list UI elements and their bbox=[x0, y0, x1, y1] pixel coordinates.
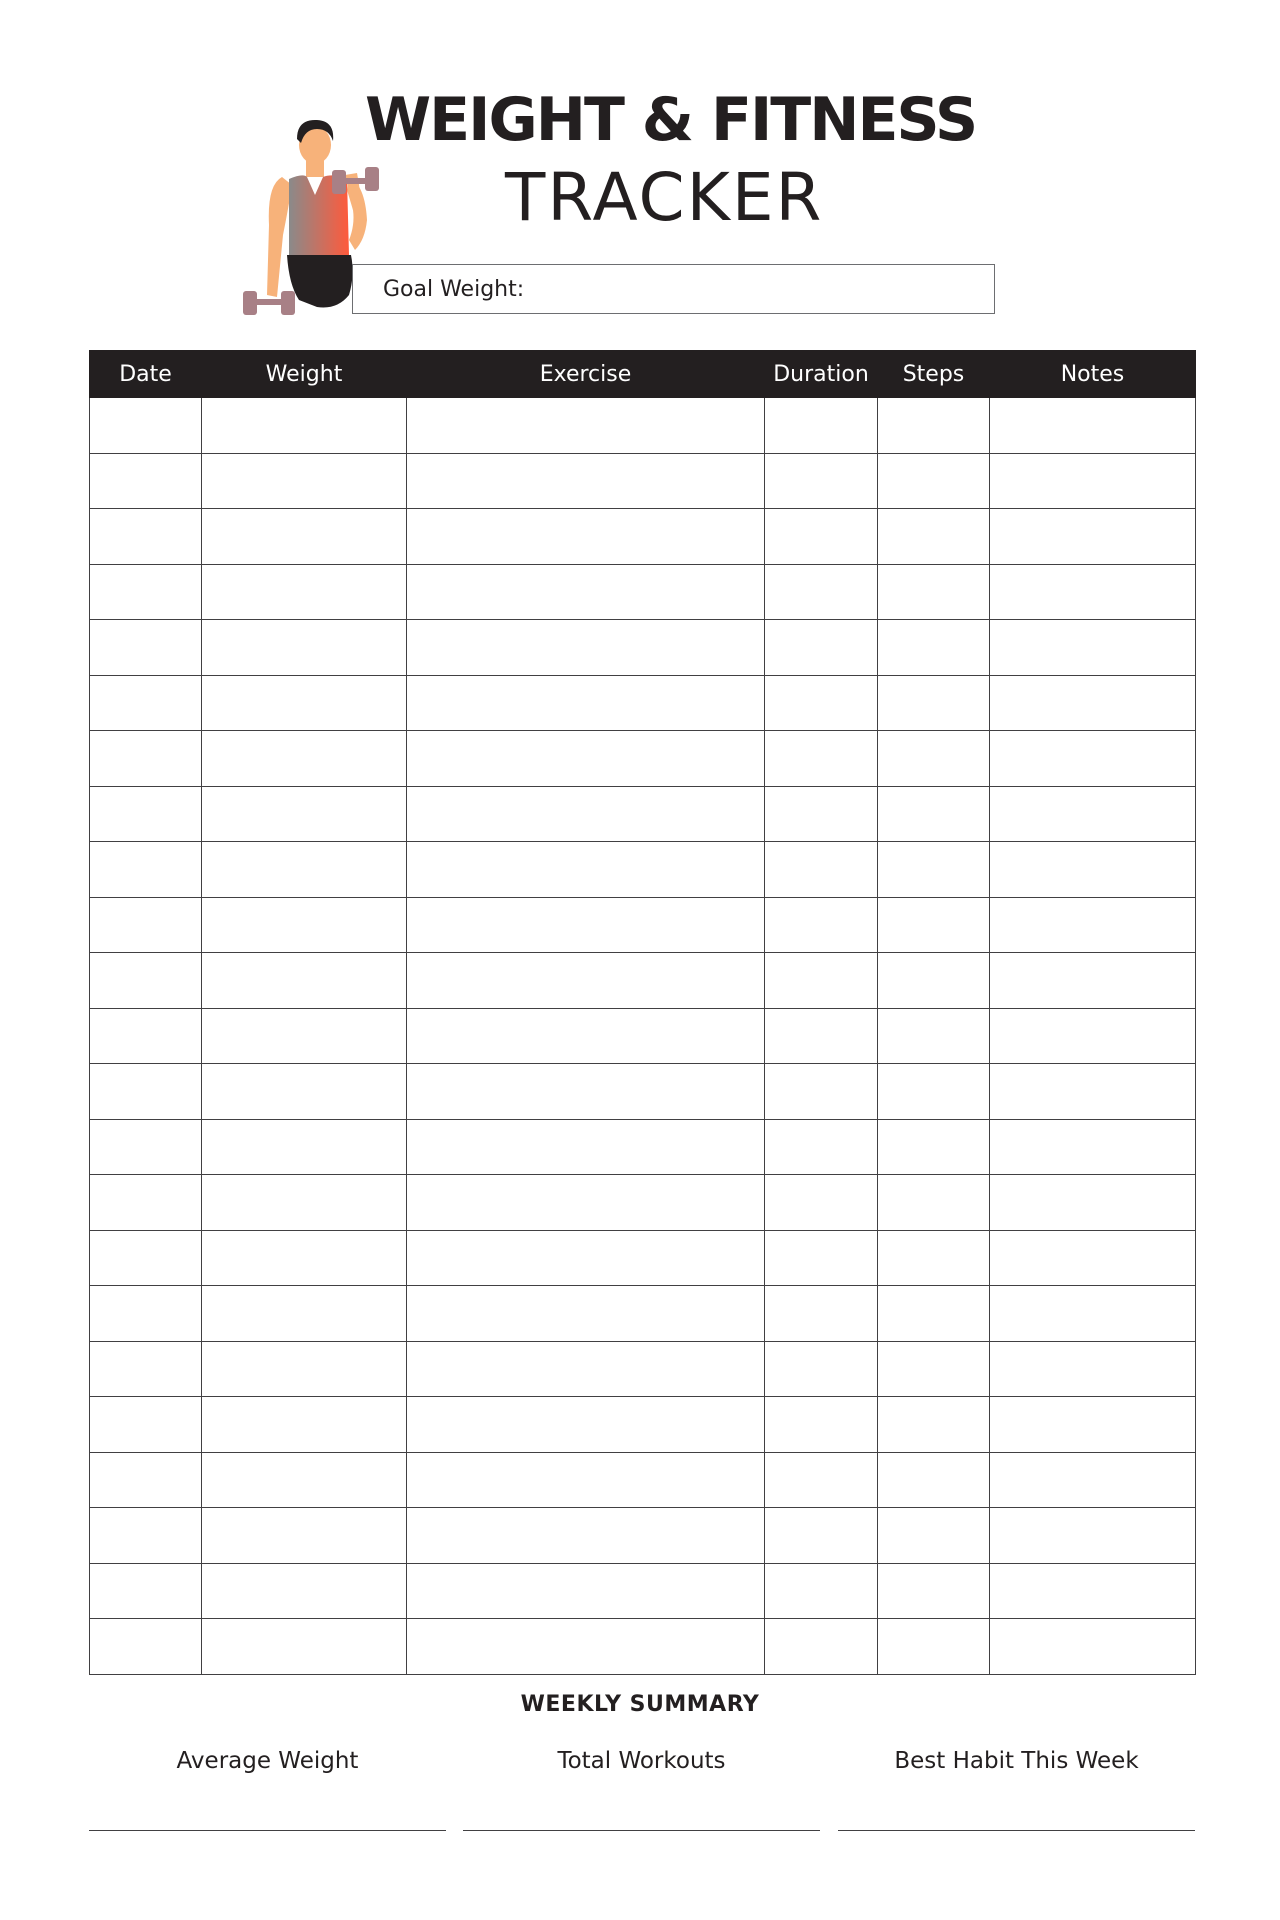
page-subtitle: TRACKER bbox=[505, 159, 824, 236]
table-cell-duration[interactable] bbox=[765, 731, 878, 787]
table-cell-steps[interactable] bbox=[878, 842, 990, 898]
table-cell-exercise[interactable] bbox=[407, 1452, 765, 1508]
table-cell-exercise[interactable] bbox=[407, 842, 765, 898]
table-cell-steps[interactable] bbox=[878, 731, 990, 787]
table-cell-exercise[interactable] bbox=[407, 1286, 765, 1342]
table-cell-notes[interactable] bbox=[990, 620, 1196, 676]
table-cell-steps[interactable] bbox=[878, 1619, 990, 1675]
table-row bbox=[90, 620, 1196, 676]
table-cell-duration[interactable] bbox=[765, 842, 878, 898]
table-cell-exercise[interactable] bbox=[407, 1341, 765, 1397]
summary-field-label: Best Habit This Week bbox=[894, 1748, 1139, 1774]
table-cell-notes[interactable] bbox=[990, 1397, 1196, 1453]
table-cell-notes[interactable] bbox=[990, 453, 1196, 509]
table-cell-notes[interactable] bbox=[990, 842, 1196, 898]
table-cell-duration[interactable] bbox=[765, 953, 878, 1009]
table-row bbox=[90, 731, 1196, 787]
table-row bbox=[90, 398, 1196, 454]
fitness-log-table bbox=[89, 350, 1196, 1675]
table-cell-weight[interactable] bbox=[202, 1064, 407, 1120]
column-header-date: Date bbox=[90, 351, 202, 398]
table-cell-weight[interactable] bbox=[202, 897, 407, 953]
table-cell-weight[interactable] bbox=[202, 1341, 407, 1397]
table-cell-steps[interactable] bbox=[878, 786, 990, 842]
table-cell-duration[interactable] bbox=[765, 1008, 878, 1064]
column-header-weight: Weight bbox=[202, 351, 407, 398]
table-cell-weight[interactable] bbox=[202, 675, 407, 731]
table-cell-date[interactable] bbox=[90, 1286, 202, 1342]
table-cell-notes[interactable] bbox=[990, 1064, 1196, 1120]
table-cell-duration[interactable] bbox=[765, 453, 878, 509]
table-cell-date[interactable] bbox=[90, 398, 202, 454]
table-row bbox=[90, 1064, 1196, 1120]
table-cell-duration[interactable] bbox=[765, 1452, 878, 1508]
table-cell-steps[interactable] bbox=[878, 398, 990, 454]
column-header-duration: Duration bbox=[765, 351, 878, 398]
table-cell-weight[interactable] bbox=[202, 1119, 407, 1175]
table-cell-duration[interactable] bbox=[765, 675, 878, 731]
table-row bbox=[90, 897, 1196, 953]
table-cell-duration[interactable] bbox=[765, 1230, 878, 1286]
table-cell-exercise[interactable] bbox=[407, 1508, 765, 1564]
table-cell-exercise[interactable] bbox=[407, 398, 765, 454]
table-cell-date[interactable] bbox=[90, 453, 202, 509]
table-cell-steps[interactable] bbox=[878, 509, 990, 565]
table-cell-date[interactable] bbox=[90, 1452, 202, 1508]
table-cell-date[interactable] bbox=[90, 1563, 202, 1619]
table-header-row bbox=[90, 351, 1196, 398]
table-cell-exercise[interactable] bbox=[407, 564, 765, 620]
table-cell-date[interactable] bbox=[90, 564, 202, 620]
table-cell-steps[interactable] bbox=[878, 564, 990, 620]
table-cell-steps[interactable] bbox=[878, 1175, 990, 1231]
table-cell-exercise[interactable] bbox=[407, 675, 765, 731]
table-cell-notes[interactable] bbox=[990, 564, 1196, 620]
table-cell-exercise[interactable] bbox=[407, 1619, 765, 1675]
table-cell-steps[interactable] bbox=[878, 1397, 990, 1453]
table-cell-date[interactable] bbox=[90, 1341, 202, 1397]
column-header-steps: Steps bbox=[878, 351, 990, 398]
table-cell-notes[interactable] bbox=[990, 786, 1196, 842]
table-cell-notes[interactable] bbox=[990, 1008, 1196, 1064]
table-cell-steps[interactable] bbox=[878, 1008, 990, 1064]
table-cell-duration[interactable] bbox=[765, 1619, 878, 1675]
table-cell-exercise[interactable] bbox=[407, 786, 765, 842]
table-row bbox=[90, 453, 1196, 509]
table-cell-notes[interactable] bbox=[990, 1175, 1196, 1231]
table-cell-exercise[interactable] bbox=[407, 453, 765, 509]
table-cell-weight[interactable] bbox=[202, 786, 407, 842]
summary-input-line bbox=[838, 1830, 1195, 1831]
table-cell-steps[interactable] bbox=[878, 1452, 990, 1508]
table-row bbox=[90, 1397, 1196, 1453]
table-cell-exercise[interactable] bbox=[407, 731, 765, 787]
summary-input-line bbox=[89, 1830, 446, 1831]
table-cell-weight[interactable] bbox=[202, 1508, 407, 1564]
table-cell-exercise[interactable] bbox=[407, 1230, 765, 1286]
table-cell-duration[interactable] bbox=[765, 509, 878, 565]
table-row bbox=[90, 953, 1196, 1009]
table-cell-exercise[interactable] bbox=[407, 1008, 765, 1064]
table-cell-exercise[interactable] bbox=[407, 953, 765, 1009]
column-header-notes: Notes bbox=[990, 351, 1196, 398]
summary-field-label: Total Workouts bbox=[557, 1748, 726, 1774]
goal-weight-label: Goal Weight: bbox=[383, 277, 525, 302]
table-cell-steps[interactable] bbox=[878, 1341, 990, 1397]
table-cell-steps[interactable] bbox=[878, 620, 990, 676]
table-cell-date[interactable] bbox=[90, 509, 202, 565]
table-cell-notes[interactable] bbox=[990, 675, 1196, 731]
table-cell-weight[interactable] bbox=[202, 1286, 407, 1342]
table-cell-date[interactable] bbox=[90, 1175, 202, 1231]
table-row bbox=[90, 564, 1196, 620]
table-row bbox=[90, 1563, 1196, 1619]
table-cell-weight[interactable] bbox=[202, 1563, 407, 1619]
table-cell-duration[interactable] bbox=[765, 1175, 878, 1231]
table-cell-date[interactable] bbox=[90, 1508, 202, 1564]
table-cell-weight[interactable] bbox=[202, 1175, 407, 1231]
summary-total-workouts[interactable] bbox=[463, 1748, 820, 1774]
summary-best-habit[interactable] bbox=[838, 1748, 1195, 1774]
table-cell-steps[interactable] bbox=[878, 453, 990, 509]
table-cell-steps[interactable] bbox=[878, 1119, 990, 1175]
table-row bbox=[90, 1452, 1196, 1508]
table-cell-date[interactable] bbox=[90, 842, 202, 898]
table-cell-exercise[interactable] bbox=[407, 509, 765, 565]
table-row bbox=[90, 1008, 1196, 1064]
table-cell-notes[interactable] bbox=[990, 398, 1196, 454]
table-cell-steps[interactable] bbox=[878, 897, 990, 953]
table-cell-weight[interactable] bbox=[202, 731, 407, 787]
table-cell-weight[interactable] bbox=[202, 1397, 407, 1453]
table-cell-date[interactable] bbox=[90, 953, 202, 1009]
table-cell-notes[interactable] bbox=[990, 1452, 1196, 1508]
table-cell-date[interactable] bbox=[90, 731, 202, 787]
table-cell-duration[interactable] bbox=[765, 1397, 878, 1453]
table-cell-weight[interactable] bbox=[202, 1230, 407, 1286]
table-cell-notes[interactable] bbox=[990, 1563, 1196, 1619]
table-cell-steps[interactable] bbox=[878, 1508, 990, 1564]
table-cell-duration[interactable] bbox=[765, 1064, 878, 1120]
table-cell-notes[interactable] bbox=[990, 1230, 1196, 1286]
table-row bbox=[90, 1619, 1196, 1675]
table-cell-date[interactable] bbox=[90, 1119, 202, 1175]
table-cell-notes[interactable] bbox=[990, 731, 1196, 787]
table-cell-notes[interactable] bbox=[990, 1508, 1196, 1564]
table-cell-weight[interactable] bbox=[202, 842, 407, 898]
table-row bbox=[90, 1175, 1196, 1231]
table-row bbox=[90, 675, 1196, 731]
table-cell-duration[interactable] bbox=[765, 897, 878, 953]
table-cell-date[interactable] bbox=[90, 1397, 202, 1453]
table-row bbox=[90, 509, 1196, 565]
table-cell-notes[interactable] bbox=[990, 1619, 1196, 1675]
table-cell-date[interactable] bbox=[90, 1064, 202, 1120]
table-cell-duration[interactable] bbox=[765, 1508, 878, 1564]
table-cell-weight[interactable] bbox=[202, 1008, 407, 1064]
table-cell-weight[interactable] bbox=[202, 509, 407, 565]
summary-average-weight[interactable] bbox=[89, 1748, 446, 1774]
table-cell-steps[interactable] bbox=[878, 1286, 990, 1342]
table-cell-steps[interactable] bbox=[878, 953, 990, 1009]
table-cell-exercise[interactable] bbox=[407, 1397, 765, 1453]
table-row bbox=[90, 1341, 1196, 1397]
table-row bbox=[90, 1119, 1196, 1175]
table-row bbox=[90, 1286, 1196, 1342]
table-cell-date[interactable] bbox=[90, 1619, 202, 1675]
table-cell-weight[interactable] bbox=[202, 953, 407, 1009]
table-cell-date[interactable] bbox=[90, 897, 202, 953]
table-cell-exercise[interactable] bbox=[407, 1563, 765, 1619]
table-cell-duration[interactable] bbox=[765, 1286, 878, 1342]
table-cell-steps[interactable] bbox=[878, 1563, 990, 1619]
table-row bbox=[90, 786, 1196, 842]
table-cell-duration[interactable] bbox=[765, 398, 878, 454]
table-cell-notes[interactable] bbox=[990, 1286, 1196, 1342]
table-cell-duration[interactable] bbox=[765, 1563, 878, 1619]
table-cell-notes[interactable] bbox=[990, 1341, 1196, 1397]
table-cell-duration[interactable] bbox=[765, 1119, 878, 1175]
table-cell-exercise[interactable] bbox=[407, 620, 765, 676]
table-cell-weight[interactable] bbox=[202, 453, 407, 509]
table-row bbox=[90, 1230, 1196, 1286]
table-cell-notes[interactable] bbox=[990, 509, 1196, 565]
table-cell-duration[interactable] bbox=[765, 1341, 878, 1397]
table-cell-exercise[interactable] bbox=[407, 1175, 765, 1231]
summary-input-line bbox=[463, 1830, 820, 1831]
table-cell-weight[interactable] bbox=[202, 564, 407, 620]
table-cell-date[interactable] bbox=[90, 786, 202, 842]
table-cell-date[interactable] bbox=[90, 675, 202, 731]
table-cell-duration[interactable] bbox=[765, 786, 878, 842]
table-row bbox=[90, 1508, 1196, 1564]
table-cell-date[interactable] bbox=[90, 1008, 202, 1064]
table-cell-weight[interactable] bbox=[202, 620, 407, 676]
table-cell-notes[interactable] bbox=[990, 1119, 1196, 1175]
table-cell-steps[interactable] bbox=[878, 1064, 990, 1120]
table-cell-date[interactable] bbox=[90, 1230, 202, 1286]
table-cell-notes[interactable] bbox=[990, 953, 1196, 1009]
table-cell-exercise[interactable] bbox=[407, 897, 765, 953]
table-cell-date[interactable] bbox=[90, 620, 202, 676]
page-title: WEIGHT & FITNESS bbox=[365, 85, 977, 155]
table-cell-duration[interactable] bbox=[765, 564, 878, 620]
table-cell-weight[interactable] bbox=[202, 1619, 407, 1675]
table-row bbox=[90, 842, 1196, 898]
table-cell-weight[interactable] bbox=[202, 398, 407, 454]
table-cell-duration[interactable] bbox=[765, 620, 878, 676]
table-cell-steps[interactable] bbox=[878, 675, 990, 731]
weekly-summary-title: WEEKLY SUMMARY bbox=[520, 1692, 760, 1717]
table-cell-weight[interactable] bbox=[202, 1452, 407, 1508]
goal-weight-field[interactable] bbox=[352, 264, 995, 314]
summary-field-label: Average Weight bbox=[176, 1748, 359, 1774]
column-header-exercise: Exercise bbox=[407, 351, 765, 398]
table-cell-notes[interactable] bbox=[990, 897, 1196, 953]
table-cell-exercise[interactable] bbox=[407, 1064, 765, 1120]
table-cell-steps[interactable] bbox=[878, 1230, 990, 1286]
table-cell-exercise[interactable] bbox=[407, 1119, 765, 1175]
